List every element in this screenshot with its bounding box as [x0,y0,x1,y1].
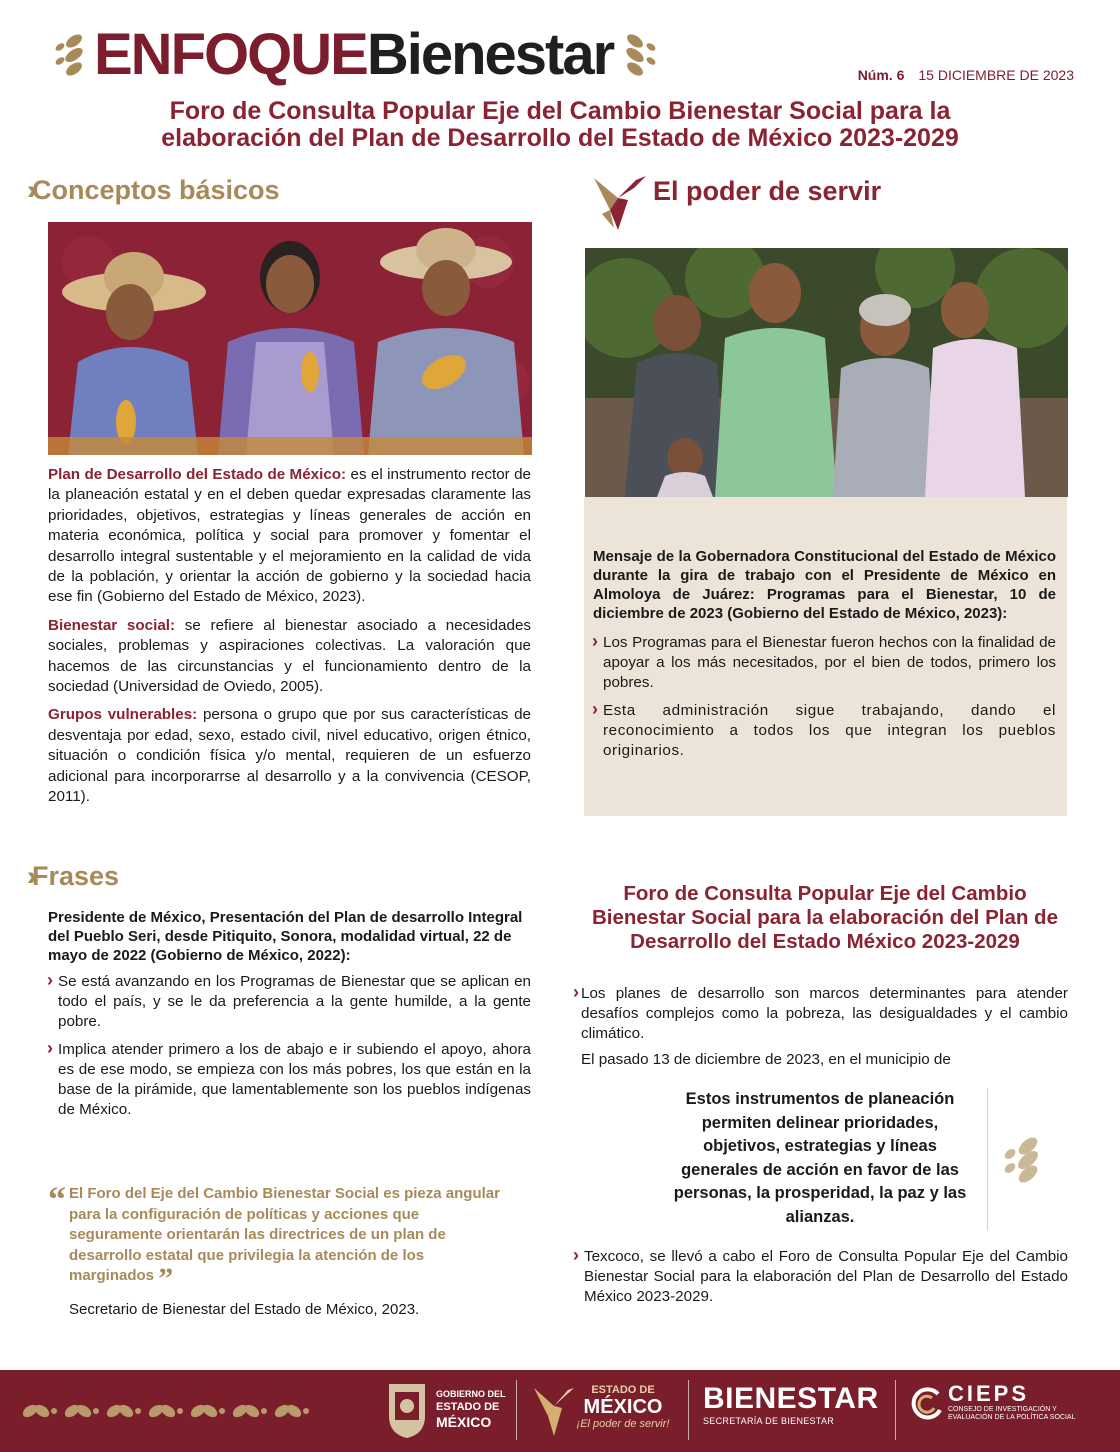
quote-author: Secretario de Bienestar del Estado de México, 2023. [69,1300,420,1318]
concept-plan [48,465,531,608]
foro-body-2 [574,1247,1068,1315]
frases-heading-text: Frases [32,861,120,891]
frases-heading [28,861,119,892]
frases-bullet: › Se está avanzando en los Programas de Bienestar que se aplican en todo el país, y se le da preferencia a la gente humilde, a la gente pobre. [48,972,531,1032]
edomex-logo [566,1384,680,1430]
concept-text: es el instrumento rector de la planeación estatal y en el deben quedar expresadas claramente las prioridades, objetivos, estrategias y líneas generales de acción en materia económica, política y social para promover y fomentar el desarrollo integral sustentable y el mejoramiento en la calidad de vida de la población, y orientar la acción de gobierno y la sociedad hacia ese fin (Gobierno del Estado de México, 2023). [48,466,531,606]
conceptos-heading [28,175,280,206]
quote-open-icon: “ [48,1179,66,1219]
gob-line1: GOBIERNO DEL [436,1389,506,1399]
gob-line3: MÉXICO [436,1414,492,1430]
page-title [40,98,1080,152]
brand-logo [52,22,659,88]
edo-line2: MÉXICO [583,1396,663,1418]
cieps-logo-icon [910,1386,944,1420]
issue-info [858,67,1074,83]
poder-bullet: › Los Programas para el Bienestar fueron hechos con la finalidad de apoyar a los más necesitados, por el bien de todos, primero los pobres. [593,633,1056,693]
quote-text [69,1184,508,1295]
cieps-sub1: CONSEJO DE INVESTIGACIÓN Y [948,1406,1057,1413]
edo-line1: ESTADO DE [591,1384,655,1396]
foro-callout: Estos instrumentos de planeación permiten delinear prioridades, objetivos, estrategias y líneas generales de acción en favor de las personas, la prosperidad, la paz y las alianzas. [673,1090,967,1226]
gob-edomex-logo [436,1388,506,1430]
poder-message-box [584,497,1067,816]
poder-bullet: › Esta administración sigue trabajando, dando el reconocimiento a todos los que integran los pueblos originarios. [593,701,1056,761]
concept-text: se refiere al bienestar asociado a necesidades sociales, problemas y aspiraciones colectivas. La valoración que hacemos de las circunstancias y el funcionamiento dentro de la sociedad (Universidad de Oviedo, 2005). [48,616,531,696]
edo-slogan: ¡El poder de servir! [576,1418,670,1430]
poder-heading [653,176,881,207]
foro-bullet: › Texcoco, se llevó a cabo el Foro de Consulta Popular Eje del Cambio Bienestar Social para la elaboración del Plan de Desarrollo del Estado México 2023-2029. [574,1247,1068,1307]
wheat-right-icon [617,27,659,83]
concept-term: Grupos vulnerables: [48,706,198,724]
family-photo [585,248,1068,497]
cieps-logo [948,1382,1075,1422]
callout-divider [987,1088,988,1230]
concept-term: Bienestar social: [48,616,176,634]
page-title-line1: Foro de Consulta Popular Eje del Cambio Bienestar Social para la [169,97,951,125]
gob-line2: ESTADO DE [436,1401,500,1413]
wheat-left-icon [52,27,94,83]
bienestar-logo [703,1382,879,1426]
poder-heading-text: El poder de servir [653,176,882,206]
women-photo [48,222,532,455]
pull-quote [48,1179,508,1318]
brand-bienestar: Bienestar [366,22,614,87]
foro-paragraph: El pasado 13 de diciembre de 2023, en el municipio de [581,1051,951,1068]
wheat-icon [1000,1134,1050,1184]
foro-body [574,984,1068,1078]
bienestar-wordmark: BIENESTAR [703,1382,879,1415]
frases-source: Presidente de México, Presentación del Plan de desarrollo Integral del Pueblo Seri, desde Pitiquito, Sonora, modalidad virtual, 22 de mayo de 2022 (Gobierno de México, 2022): [48,909,523,964]
bienestar-sub: SECRETARÍA DE BIENESTAR [703,1416,835,1426]
frases-body [48,908,531,1128]
concept-text: persona o grupo que por sus características de desventaja por edad, sexo, estado civil, nivel educativo, origen étnico, situación o condición física y/o mental, requieren de un esfuerzo adicional para incorporarrse al desarrollo y a la convivencia (CESOP, 2011). [48,706,531,806]
poder-message-title: Mensaje de la Gobernadora Constitucional del Estado de México durante la gira de trabajo con el Presidente de México en Almoloya de Juárez: Programas para el Bienestar, 10 de diciembre de 2023 (Gobierno del Estado de México, 2023): [593,548,1056,622]
foro-heading: Foro de Consulta Popular Eje del Cambio Bienestar Social para la elaboración del Plan de Desarrollo del Estado México 2023-2029 [592,882,1058,953]
page-title-line2: elaboración del Plan de Desarrollo del Estado de México 2023-2029 [161,124,959,152]
issue-date: 15 DICIEMBRE DE 2023 [918,67,1074,83]
cieps-sub2: EVALUACIÓN DE LA POLÍTICA SOCIAL [948,1414,1076,1421]
concept-term: Plan de Desarrollo del Estado de México: [48,466,347,483]
conceptos-heading-text: Conceptos básicos [32,175,280,205]
frases-bullet: › Implica atender primero a los de abajo e ir subiendo el apoyo, ahora es de ese modo, se empieza con los más pobres, los que están en la base de la pirámide, que lamentablemente son los pueblos indígenas de México. [48,1040,531,1120]
conceptos-body [48,465,531,816]
foro-bullet: › Los planes de desarrollo son marcos determinantes para atender desafíos complejos como la pobreza, las desigualdades y el cambio climático. [574,984,1068,1044]
hummingbird-icon [588,170,648,236]
issue-number: Núm. 6 [857,67,905,83]
brand-enfoque: ENFOQUE [94,22,367,87]
cieps-wordmark: CIEPS [948,1381,1030,1406]
concept-bienestar [48,616,531,698]
footer-ornament-icon [18,1394,328,1428]
quote-close-icon: ” [158,1262,174,1295]
coat-of-arms-icon [385,1380,429,1440]
concept-grupos [48,705,531,807]
quote-body: El Foro del Eje del Cambio Bienestar Social es pieza angular para la configuración de políticas y acciones que seguramente orientarán las directrices de un plan de desarrollo estatal que privilegia la atención de los marginados [69,1185,500,1284]
footer [0,1370,1120,1452]
